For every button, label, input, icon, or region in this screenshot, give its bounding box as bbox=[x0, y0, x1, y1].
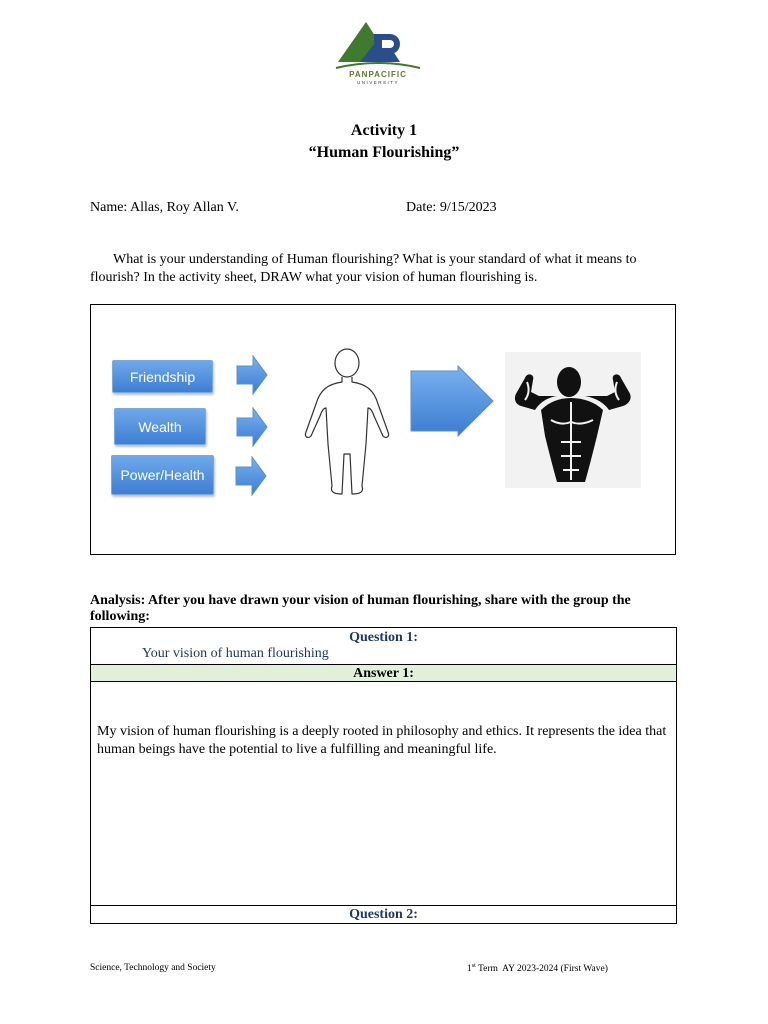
footer-course: Science, Technology and Society bbox=[90, 963, 216, 973]
question-2-label: Question 2: bbox=[91, 905, 676, 923]
student-name: Name: Allas, Roy Allan V. bbox=[90, 200, 239, 215]
large-arrow-right-icon bbox=[410, 365, 494, 437]
human-outline-icon bbox=[298, 346, 398, 498]
footer-term-suffix: st bbox=[471, 963, 476, 969]
answer-1-label: Answer 1: bbox=[91, 664, 676, 682]
question-1-label: Question 1: bbox=[349, 630, 418, 645]
question-1-text: Your vision of human flourishing bbox=[142, 646, 329, 661]
logo-text: PANPACIFIC bbox=[349, 70, 407, 79]
muscular-man-icon bbox=[505, 352, 641, 488]
arrow-right-icon bbox=[235, 456, 267, 496]
arrow-right-icon bbox=[236, 355, 268, 395]
activity-subtitle: “Human Flourishing” bbox=[308, 144, 460, 161]
logo-subtext: UNIVERSITY bbox=[356, 80, 399, 85]
arrow-right-icon bbox=[236, 407, 268, 447]
activity-date: Date: 9/15/2023 bbox=[406, 200, 497, 215]
footer-term-number: 1 bbox=[467, 964, 472, 975]
question-table bbox=[90, 627, 677, 924]
answer-1-text: My vision of human flourishing is a deeply rooted in philosophy and ethics. It represents the idea that human beings have the potential to live a fulfilling and meaningful life. bbox=[97, 724, 667, 757]
footer-term-rest: Term AY 2023-2024 (First Wave) bbox=[475, 964, 608, 975]
activity-title: Activity 1 bbox=[350, 122, 418, 139]
power-health-box: Power/Health bbox=[111, 455, 214, 495]
wealth-box: Wealth bbox=[114, 408, 206, 445]
footer-term bbox=[467, 963, 608, 974]
activity-prompt: What is your understanding of Human flourishing? What is your standard of what it means to flourish? In the activity sheet, DRAW what your vision of human flourishing is. bbox=[90, 252, 637, 285]
friendship-box: Friendship bbox=[112, 360, 213, 393]
analysis-heading: Analysis: After you have drawn your vision of human flourishing, share with the group the following: bbox=[90, 593, 631, 624]
